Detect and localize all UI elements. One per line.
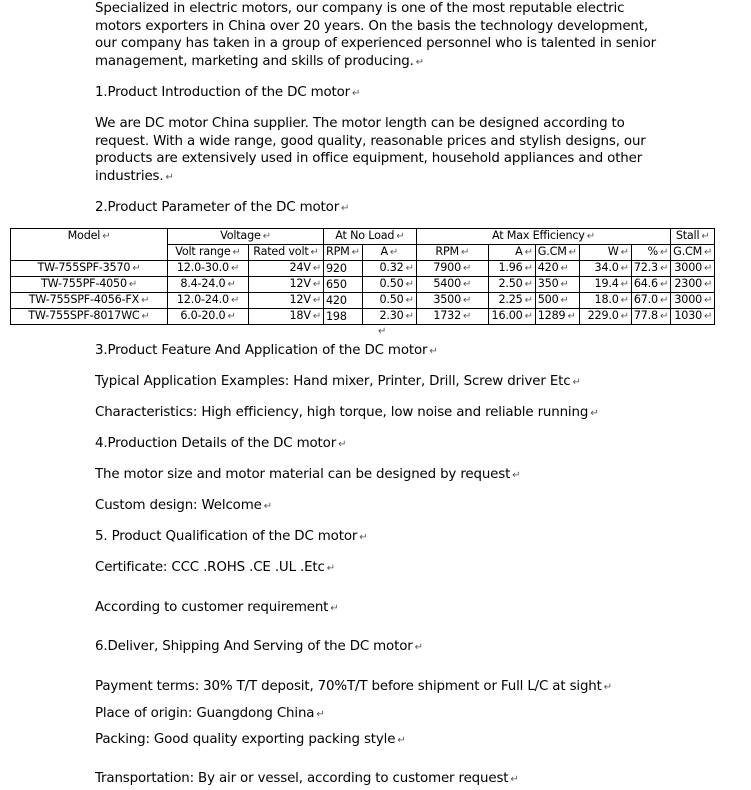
table-cell: 72.3 ↵ <box>631 261 670 277</box>
header-no-load: At No Load ↵ <box>324 229 417 245</box>
table-cell: 650 <box>324 277 363 293</box>
model-cell: TW-755SPF-8017WC ↵ <box>11 309 168 325</box>
intro-line: motors exporters in China over 20 years. On the basis the technology development, <box>95 18 648 34</box>
intro-line: our company has taken in a group of experienced personnel who is talented in senior <box>95 36 656 51</box>
subheader-cell: Volt range ↵ <box>168 245 249 261</box>
table-cell: 1030 ↵ <box>671 309 715 325</box>
table-cell: 420 <box>324 293 363 309</box>
paragraph-mark: ↵ <box>359 532 368 543</box>
table-cell: 0.50 ↵ <box>362 277 416 293</box>
section2-heading: 2.Product Parameter of the DC motor ↵ <box>95 200 350 215</box>
table-cell: 16.00 ↵ <box>488 309 535 325</box>
paragraph-mark: ↵ <box>429 346 438 357</box>
section4-size: The motor size and motor material can be designed by request ↵ <box>95 467 521 482</box>
table-cell: 229.0 ↵ <box>579 309 631 325</box>
paragraph-mark: ↵ <box>263 501 272 512</box>
table-cell: 18.0 ↵ <box>579 293 631 309</box>
section5-heading: 5. Product Qualification of the DC motor ↵ <box>95 529 368 544</box>
table-cell: 198 <box>324 309 363 325</box>
section5-certificate: Certificate: CCC .ROHS .CE .UL .Etc ↵ <box>95 560 335 575</box>
subheader-cell: Rated volt ↵ <box>249 245 324 261</box>
table-cell: 6.0-20.0 ↵ <box>168 309 249 325</box>
model-cell: TW-755PF-4050 ↵ <box>11 277 168 293</box>
section6-packing: Packing: Good quality exporting packing style ↵ <box>95 732 406 747</box>
table-cell: 420 ↵ <box>535 261 579 277</box>
section6-payment: Payment terms: 30% T/T deposit, 70%T/T before shipment or Full L/C at sight ↵ <box>95 679 612 694</box>
table-cell: 12V ↵ <box>249 277 324 293</box>
intro-paragraph <box>95 0 656 71</box>
section3-applications: Typical Application Examples: Hand mixer, Printer, Drill, Screw driver Etc ↵ <box>95 374 581 389</box>
header-max-efficiency: At Max Efficiency ↵ <box>416 229 670 245</box>
paragraph-mark: ↵ <box>316 709 325 720</box>
section1-line: request. With a wide range, good quality, reasonable prices and stylish designs, our <box>95 133 646 149</box>
paragraph-mark: ↵ <box>378 326 387 337</box>
section6-origin: Place of origin: Guangdong China ↵ <box>95 706 325 721</box>
table-cell: 350 ↵ <box>535 277 579 293</box>
table-cell: 1732 ↵ <box>416 309 488 325</box>
table-cell: 12.0-30.0 ↵ <box>168 261 249 277</box>
paragraph-mark: ↵ <box>341 203 350 214</box>
subheader-cell: G.CM ↵ <box>535 245 579 261</box>
section1-heading: 1.Product Introduction of the DC motor ↵ <box>95 85 361 100</box>
paragraph-mark: ↵ <box>415 56 424 68</box>
section6-transport: Transportation: By air or vessel, according to customer request ↵ <box>95 771 519 786</box>
table-cell: 0.32 ↵ <box>362 261 416 277</box>
section1-line: We are DC motor China supplier. The motor length can be designed according to <box>95 116 625 131</box>
table-cell: 24V ↵ <box>249 261 324 277</box>
paragraph-mark: ↵ <box>590 408 599 419</box>
section4-custom: Custom design: Welcome ↵ <box>95 498 272 513</box>
section3-heading: 3.Product Feature And Application of the DC motor ↵ <box>95 343 438 358</box>
table-cell: 2.50 ↵ <box>488 277 535 293</box>
table-cell: 67.0 ↵ <box>631 293 670 309</box>
table-row <box>11 277 715 293</box>
subheader-cell: RPM ↵ <box>416 245 488 261</box>
paragraph-mark: ↵ <box>603 682 612 693</box>
table-cell: 64.6 ↵ <box>631 277 670 293</box>
table-cell: 2300 ↵ <box>671 277 715 293</box>
paragraph-mark: ↵ <box>352 88 361 99</box>
table-cell: 1.96 ↵ <box>488 261 535 277</box>
section5-requirement: According to customer requirement ↵ <box>95 600 339 615</box>
paragraph-mark: ↵ <box>165 171 174 183</box>
paragraph-mark: ↵ <box>338 439 347 450</box>
table-cell: 5400 ↵ <box>416 277 488 293</box>
paragraph-mark: ↵ <box>414 642 423 653</box>
table-cell: 2.30 ↵ <box>362 309 416 325</box>
section3-characteristics: Characteristics: High efficiency, high torque, low noise and reliable running ↵ <box>95 405 599 420</box>
parameter-table <box>10 228 715 325</box>
table-cell: 920 <box>324 261 363 277</box>
table-row <box>11 293 715 309</box>
intro-line: management, marketing and skills of producing. ↵ <box>95 53 424 69</box>
table-cell: 7900 ↵ <box>416 261 488 277</box>
section1-line: products are extensively used in office equipment, household appliances and other <box>95 151 643 166</box>
subheader-cell: % ↵ <box>631 245 670 261</box>
table-cell: 3500 ↵ <box>416 293 488 309</box>
section1-paragraph <box>95 115 646 186</box>
model-cell: TW-755SPF-4056-FX ↵ <box>11 293 168 309</box>
subheader-cell: RPM ↵ <box>324 245 363 261</box>
subheader-cell: A ↵ <box>362 245 416 261</box>
table-cell: 77.8 ↵ <box>631 309 670 325</box>
header-stall: Stall ↵ <box>671 229 715 245</box>
table-cell: 0.50 ↵ <box>362 293 416 309</box>
paragraph-mark: ↵ <box>397 735 406 746</box>
header-model: Model ↵ <box>11 229 168 261</box>
table-group-header-row <box>11 229 715 245</box>
model-cell: TW-755SPF-3570 ↵ <box>11 261 168 277</box>
table-row <box>11 309 715 325</box>
header-voltage: Voltage ↵ <box>168 229 324 245</box>
table-cell: 12.0-24.0 ↵ <box>168 293 249 309</box>
paragraph-mark: ↵ <box>330 603 339 614</box>
table-cell: 12V ↵ <box>249 293 324 309</box>
table-cell: 19.4 ↵ <box>579 277 631 293</box>
section6-heading: 6.Deliver, Shipping And Serving of the DC motor ↵ <box>95 639 423 654</box>
paragraph-mark: ↵ <box>512 470 521 481</box>
table-row <box>11 261 715 277</box>
table-cell: 34.0 ↵ <box>579 261 631 277</box>
intro-line: Specialized in electric motors, our company is one of the most reputable electric <box>95 1 625 16</box>
paragraph-mark: ↵ <box>510 774 519 785</box>
section1-line: industries. ↵ <box>95 168 174 184</box>
subheader-cell: G.CM ↵ <box>671 245 715 261</box>
paragraph-mark: ↵ <box>326 563 335 574</box>
table-cell: 1289 ↵ <box>535 309 579 325</box>
subheader-cell: A ↵ <box>488 245 535 261</box>
table-cell: 3000 ↵ <box>671 293 715 309</box>
table-cell: 8.4-24.0 ↵ <box>168 277 249 293</box>
table-cell: 3000 ↵ <box>671 261 715 277</box>
paragraph-mark: ↵ <box>572 377 581 388</box>
section4-heading: 4.Production Details of the DC motor ↵ <box>95 436 347 451</box>
subheader-cell: W ↵ <box>579 245 631 261</box>
table-cell: 2.25 ↵ <box>488 293 535 309</box>
table-cell: 500 ↵ <box>535 293 579 309</box>
table-cell: 18V ↵ <box>249 309 324 325</box>
